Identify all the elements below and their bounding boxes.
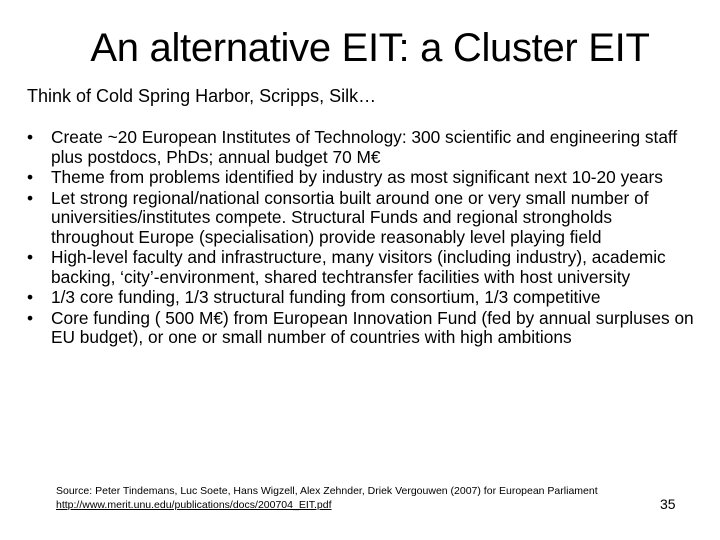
- bullet-item: [27, 248, 697, 287]
- page-number: 35: [660, 496, 676, 512]
- bullet-icon: •: [27, 187, 34, 208]
- bullet-list: [27, 128, 697, 349]
- slide-subtitle: Think of Cold Spring Harbor, Scripps, Silk…: [27, 86, 377, 106]
- bullet-item: [27, 309, 697, 348]
- bullet-icon: •: [27, 167, 34, 187]
- source-text: Source: Peter Tindemans, Luc Soete, Hans Wigzell, Alex Zehnder, Driek Vergouwen (2007) for European Parliament: [56, 485, 598, 497]
- bullet-item: [27, 168, 697, 188]
- bullet-text: 1/3 core funding, 1/3 structural funding from consortium, 1/3 competitive: [51, 287, 601, 307]
- bullet-text: Theme from problems identified by industry as most significant next 10-20 years: [51, 167, 663, 187]
- bullet-text: Create ~20 European Institutes of Technology: 300 scientific and engineering staff plus postdocs, PhDs; annual budget 70 M€: [51, 127, 678, 167]
- bullet-text: Let strong regional/national consortia built around one or very small number of universities/institutes compete. Structural Funds and regional strongholds throughout Europe (specialisation) provide reasonably level playing field: [51, 187, 649, 247]
- bullet-icon: •: [27, 247, 34, 267]
- slide-title: An alternative EIT: a Cluster EIT: [90, 26, 650, 70]
- source-citation: [56, 484, 646, 512]
- bullet-item: [27, 189, 697, 248]
- source-link[interactable]: http://www.merit.unu.edu/publications/docs/200704_EIT.pdf: [56, 499, 332, 511]
- bullet-item: [27, 128, 697, 167]
- bullet-item: [27, 288, 697, 308]
- bullet-icon: •: [27, 127, 34, 147]
- bullet-icon: •: [27, 307, 34, 328]
- bullet-text: Core funding ( 500 M€) from European Innovation Fund (fed by annual surpluses on EU budget), or one or small number of countries with high ambitions: [51, 307, 694, 347]
- bullet-text: High-level faculty and infrastructure, many visitors (including industry), academic backing, ‘city’-environment, shared techtransfer facilities with host university: [51, 247, 666, 287]
- bullet-icon: •: [27, 287, 34, 307]
